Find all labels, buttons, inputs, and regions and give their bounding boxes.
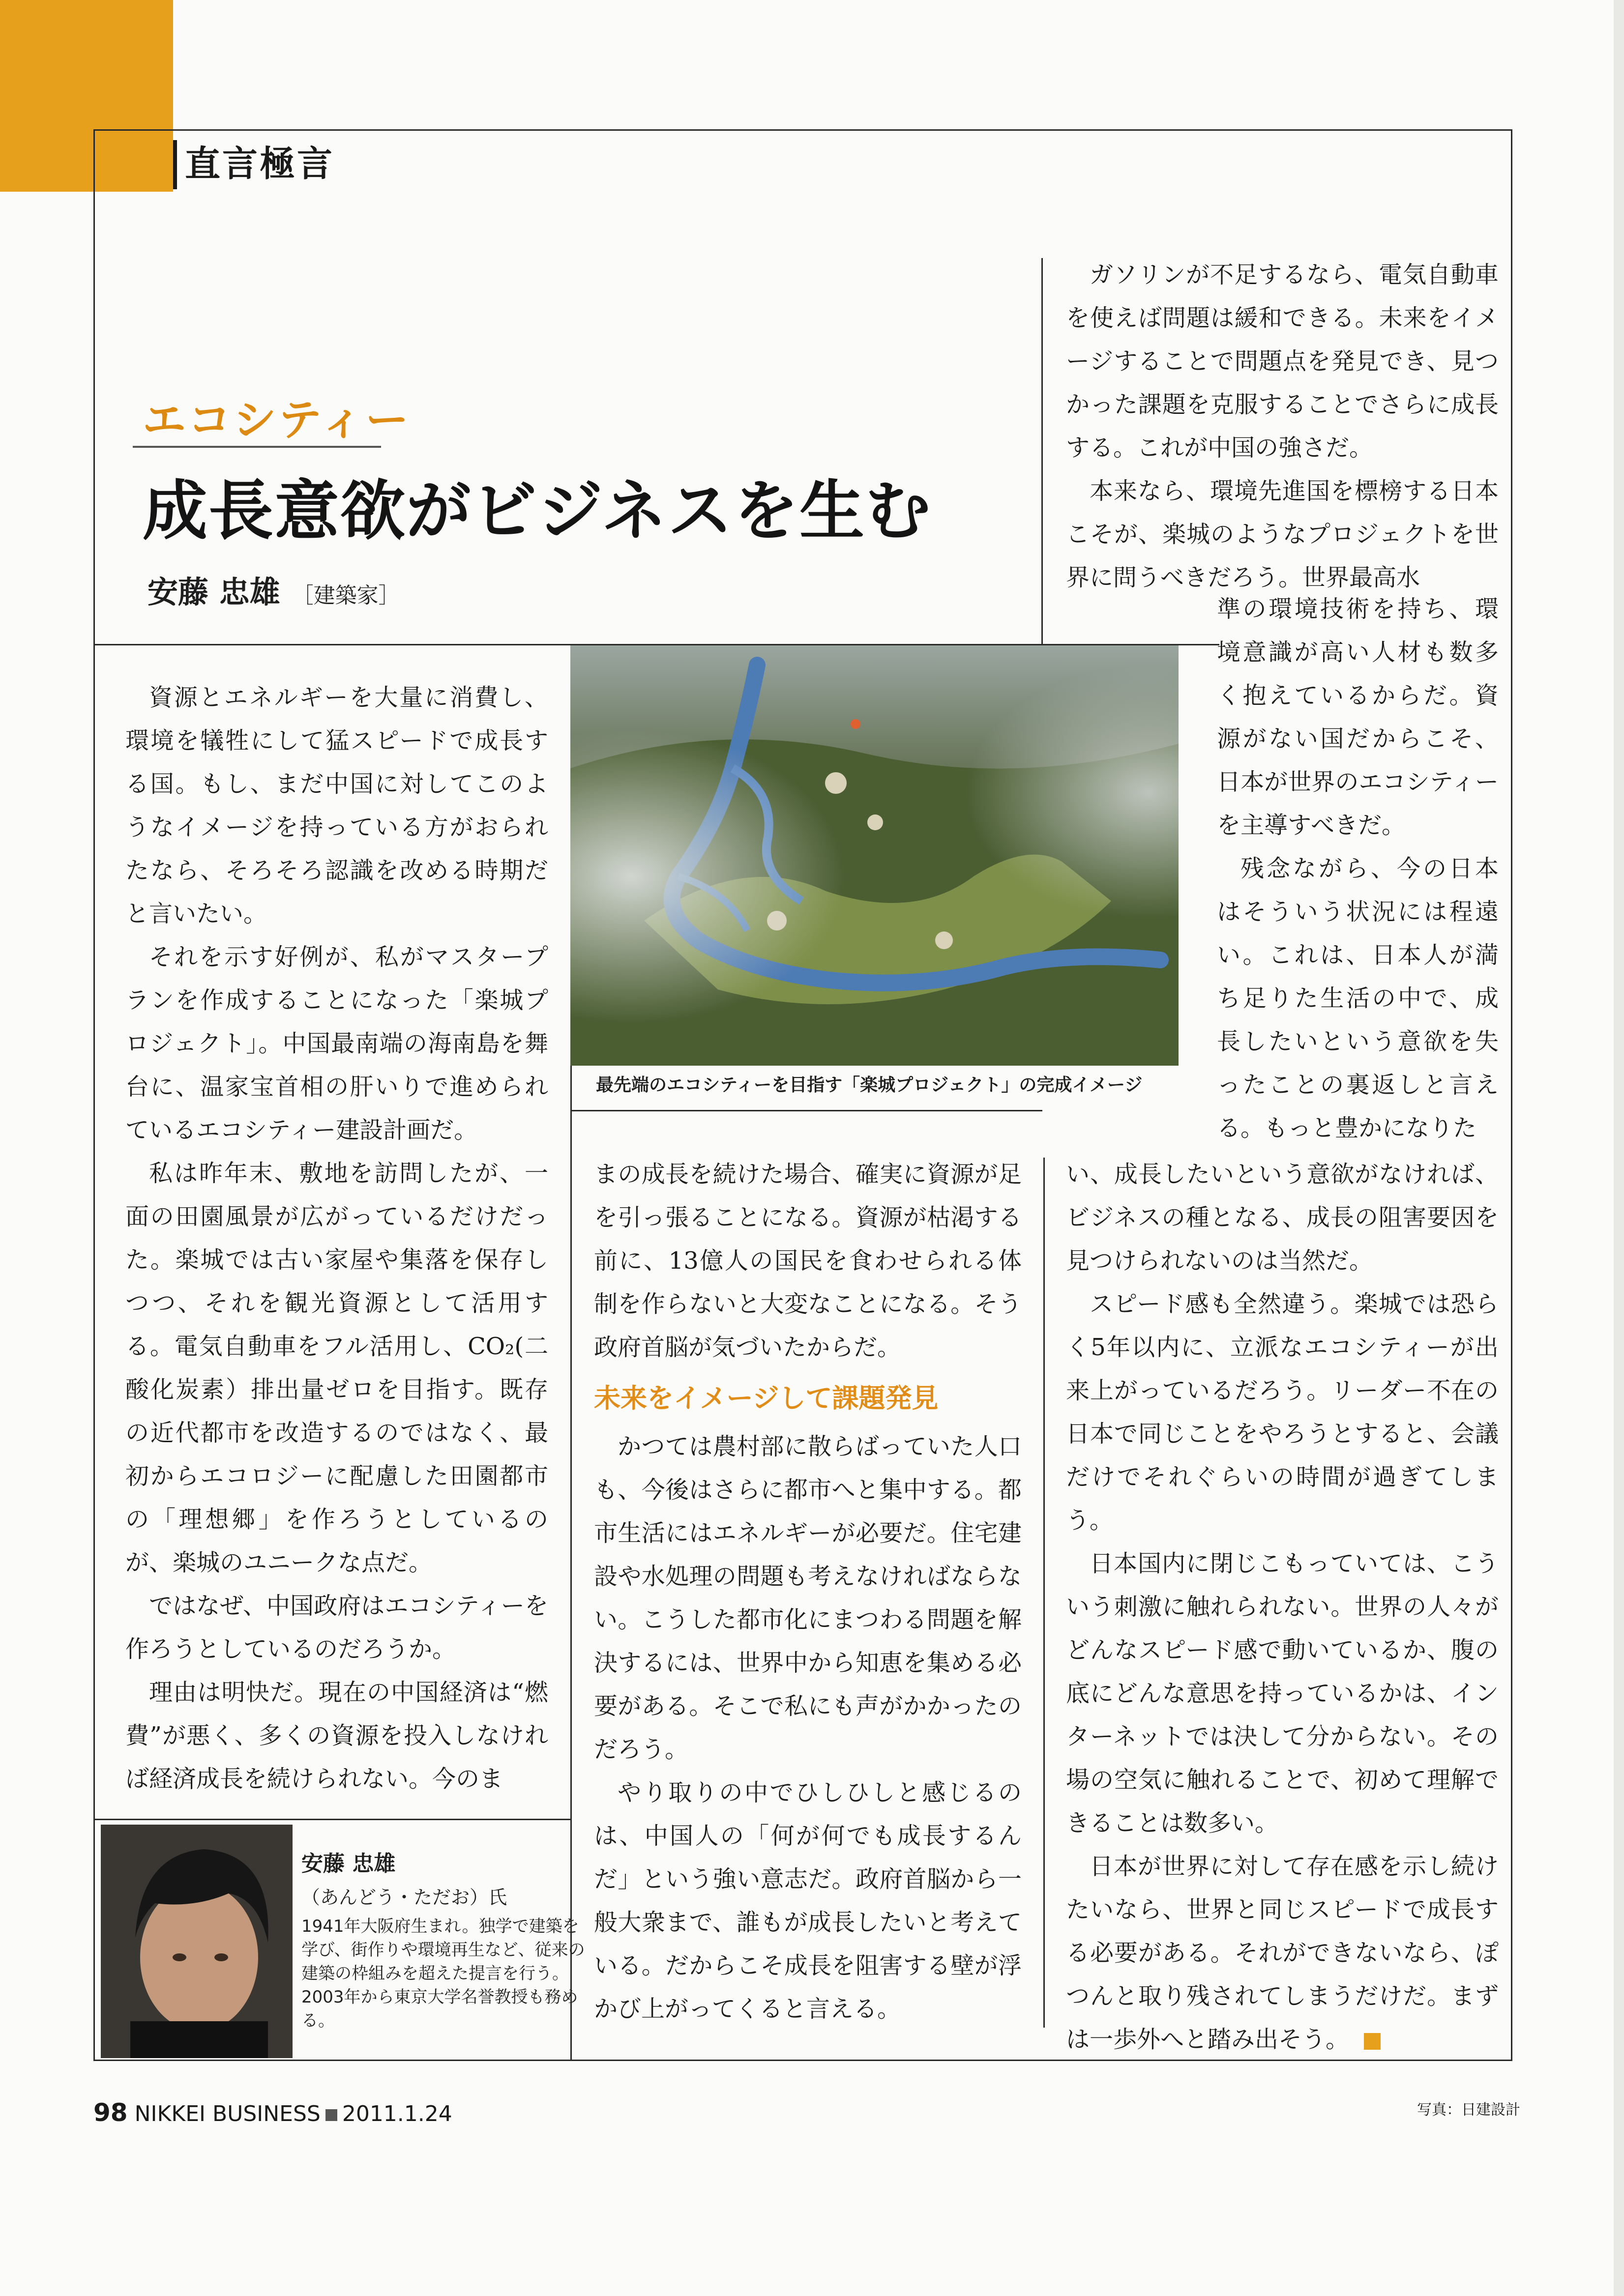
paragraph: スピード感も全然違う。楽城では恐らく5年以内に、立派なエコシティーが出来上がっているだろう。リーダー不在の日本で同じことをやろうとすると、会議だけでそれぐらいの時間が過ぎてしまう。 xyxy=(1066,1290,1499,1534)
paragraph: 本来なら、環境先進国を標榜する日本こそが、楽城のようなプロジェクトを世界に問うべきだろう。世界最高水 xyxy=(1066,477,1499,591)
paragraph: ガソリンが不足するなら、電気自動車を使えば問題は緩和できる。未来をイメージすることで問題点を発見でき、見つかった課題を克服することでさらに成長する。これが中国の強さだ。 xyxy=(1066,261,1499,462)
subheading: 未来をイメージして課題発見 xyxy=(594,1383,939,1414)
square-bullet-icon xyxy=(325,2109,337,2121)
divider-header-right xyxy=(1041,258,1043,644)
paragraph-text: 日本が世界に対して存在感を示し続けたいなら、世界と同じスピードで成長する必要がある。それができないなら、ぽつんと取り残されてしまうだけだ。まずは一歩外へと踏み出そう。 xyxy=(1066,1853,1499,2053)
page-footer xyxy=(93,2098,452,2129)
divider-col2-col3 xyxy=(1043,1158,1045,2028)
paragraph: 理由は明快だ。現在の中国経済は“燃費”が悪く、多くの資源を投入しなければ経済成長を続けられない。今のま xyxy=(125,1679,548,1793)
profile-name: 安藤 忠雄 xyxy=(301,1851,396,1876)
column-3-bottom xyxy=(1066,1153,1499,2061)
profile-reading: （あんどう・ただお）氏 xyxy=(301,1887,507,1908)
aerial-city-image xyxy=(570,645,1179,1066)
paragraph: 準の環境技術を持ち、環境意識が高い人材も数多く抱えているからだ。資源がない国だからこそ、日本が世界のエコシティーを主導すべきだ。 xyxy=(1217,595,1499,839)
kicker-underline xyxy=(133,446,381,448)
paragraph xyxy=(1066,1845,1499,2061)
paragraph: 残念ながら、今の日本はそういう状況には程遠い。これは、日本人が満ち足りた生活の中で、成長したいという意欲を失ったことの裏返しと言える。もっと豊かになりた xyxy=(1217,855,1499,1142)
author-role: ［建築家］ xyxy=(292,583,400,608)
paragraph: ではなぜ、中国政府はエコシティーを作ろうとしているのだろうか。 xyxy=(125,1592,548,1663)
profile-bio: 1941年大阪府生まれ。独学で建築を学び、街作りや環境再生など、従来の建築の枠組みを超えた提言を行う。2003年から東京大学名誉教授も務める。 xyxy=(301,1917,585,2031)
section-label: 直言極言 xyxy=(185,143,335,184)
portrait-image xyxy=(101,1825,293,2058)
author-name: 安藤 忠雄 xyxy=(148,574,280,610)
paragraph: かつては農村部に散らばっていた人口も、今後はさらに都市へと集中する。都市生活にはエネルギーが必要だ。住宅建設や水処理の問題も考えなければならない。こうした都市化にまつわる問題を解決するには、世界中から知恵を集める必要がある。そこで私にも声がかかったのだろう。 xyxy=(594,1433,1022,1763)
article-kicker: エコシティー xyxy=(143,395,411,445)
page-edge xyxy=(1614,0,1624,2296)
paragraph: い、成長したいという意欲がなければ、ビジネスの種となる、成長の阻害要因を見つけられないのは当然だ。 xyxy=(1066,1161,1499,1275)
column-3-top xyxy=(1066,253,1499,599)
section-label-bar xyxy=(173,140,177,189)
page-number: 98 xyxy=(93,2098,128,2127)
paragraph: やり取りの中でひしひしと感じるのは、中国人の「何が何でも成長するんだ」という強い意志だ。政府首脳から一般大衆まで、誰もが成長したいと考えている。だからこそ成長を阻害する壁が浮かび上がってくると言える。 xyxy=(594,1779,1022,2023)
column-2 xyxy=(594,1153,1022,2031)
paragraph: それを示す好例が、私がマスタープランを作成することになった「楽城プロジェクト」。中国最南端の海南島を舞台に、温家宝首相の肝いりで進められているエコシティー建設計画だ。 xyxy=(125,943,548,1144)
paragraph: まの成長を続けた場合、確実に資源が足を引っ張ることになる。資源が枯渇する前に、13億人の国民を食わせられる体制を作らないと大変なことになる。そう政府首脳が気づいたからだ。 xyxy=(594,1161,1022,1361)
byline xyxy=(148,570,400,618)
rendering-photo xyxy=(570,645,1179,1066)
end-mark-icon xyxy=(1364,2033,1381,2050)
article-headline: 成長意欲がビジネスを生む xyxy=(143,473,932,549)
divider-profile-top xyxy=(93,1819,570,1820)
column-1 xyxy=(125,676,548,1801)
issue-date: 2011.1.24 xyxy=(342,2101,452,2126)
paragraph: 資源とエネルギーを大量に消費し、環境を犠牲にして猛スピードで成長する国。もし、まだ中国に対してこのようなイメージを持っている方がおられたなら、そろそろ認識を改める時期だと言いたい。 xyxy=(125,684,548,928)
photo-credit: 写真：日建設計 xyxy=(1417,2101,1520,2119)
paragraph: 私は昨年末、敷地を訪問したが、一面の田園風景が広がっているだけだった。楽城では古い家屋や集落を保存しつつ、それを観光資源として活用する。電気自動車をフル活用し、CO₂(二酸化炭素）排出量ゼロを目指す。既存の近代都市を改造するのではなく、最初からエコロジーに配慮した田園都市の「理想郷」を作ろうとしているのが、楽城のユニークな点だ。 xyxy=(125,1160,548,1576)
author-portrait xyxy=(101,1825,293,2058)
column-3-narrow xyxy=(1217,587,1499,1150)
divider-caption-bottom xyxy=(570,1110,1042,1111)
photo-caption: 最先端のエコシティーを目指す「楽城プロジェクト」の完成イメージ xyxy=(596,1075,1143,1095)
paragraph: 日本国内に閉じこもっていては、こういう刺激に触れられない。世界の人々がどんなスピード感で動いているか、腹の底にどんな意思を持っているかは、インターネットでは決して分からない。その場の空気に触れることで、初めて理解できることは数多い。 xyxy=(1066,1550,1499,1837)
publication-name: NIKKEI BUSINESS xyxy=(134,2101,321,2126)
